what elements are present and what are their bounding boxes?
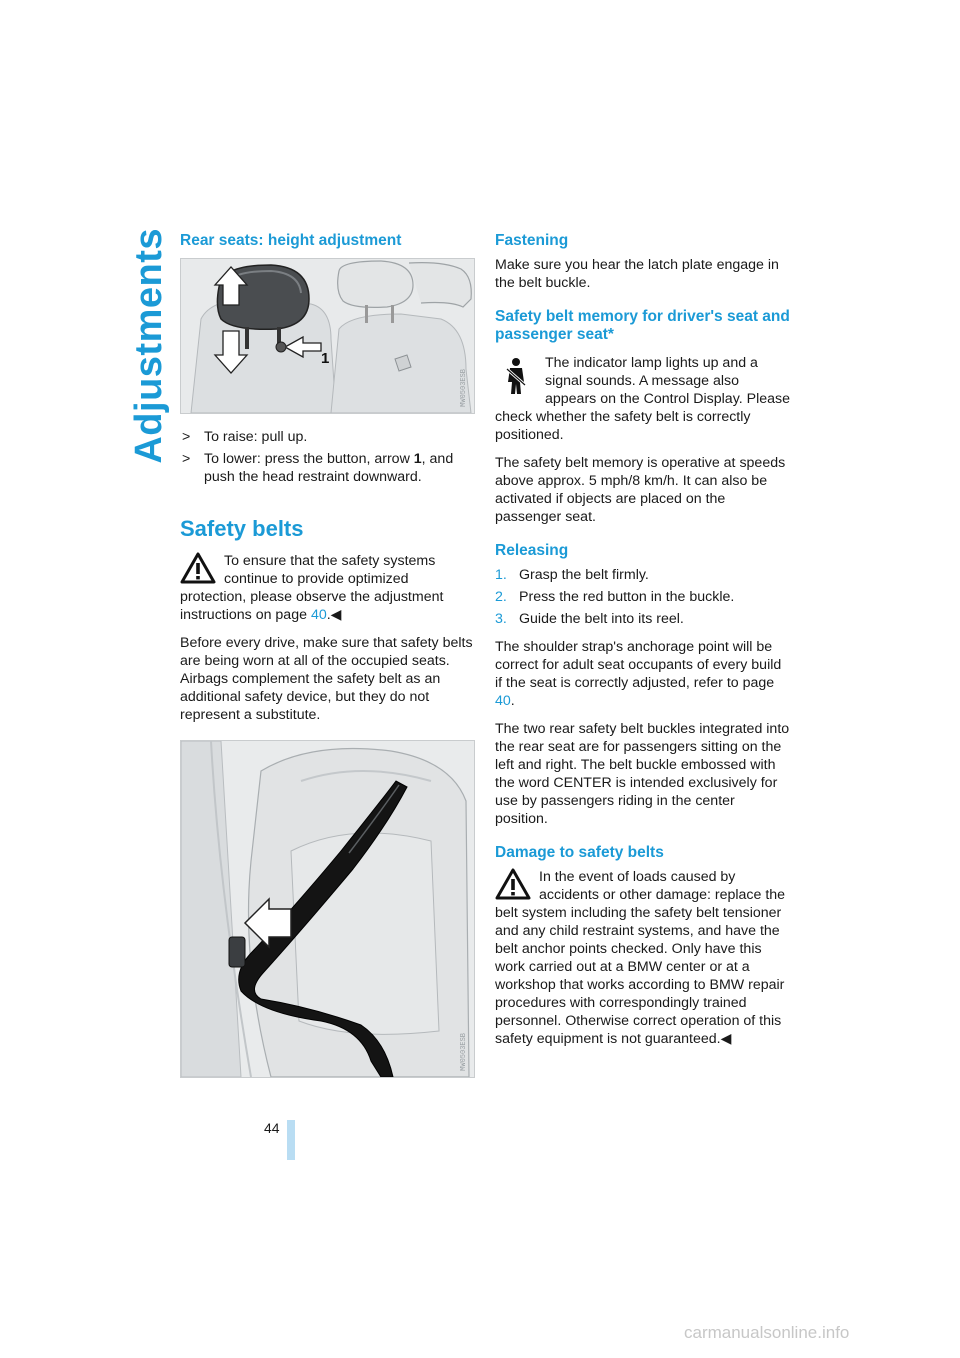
seat-belt-illustration	[181, 741, 474, 1077]
warning-icon	[180, 552, 216, 584]
warning-icon-box	[495, 868, 531, 900]
warning-paragraph	[180, 552, 476, 624]
lower-text-end: , and push the head restraint downward.	[204, 451, 454, 485]
memory-paragraph	[495, 354, 791, 444]
memory-heading: Safety belt memory for driver's seat and passenger seat*	[495, 308, 790, 343]
arrow-ref: 1	[413, 451, 422, 467]
list-item	[495, 588, 791, 606]
page-link[interactable]: 40	[495, 693, 511, 709]
page-marker-bar	[287, 1120, 295, 1160]
figure-code: MW0503ESB	[460, 369, 468, 407]
page-link[interactable]: 40	[310, 607, 327, 623]
lower-text: To lower: press the button, arrow	[204, 451, 414, 467]
step-text: Press the red button in the buckle.	[519, 589, 735, 605]
warning-icon-box	[180, 552, 216, 584]
fastening-text: Make sure you hear the latch plate engage in the belt buckle.	[495, 257, 779, 291]
seat-belt-indicator-icon	[495, 354, 537, 398]
left-column	[180, 232, 476, 1078]
page-number: 44	[264, 1120, 280, 1136]
headrest-instructions	[180, 428, 476, 486]
warning-text: To ensure that the safety systems continue to provide optimized protection, please observe the adjustment instructions on page	[180, 553, 444, 623]
bullet-marker: >	[182, 429, 191, 445]
headrest-illustration	[181, 259, 474, 413]
figure-code: MW0503ESB	[460, 1033, 468, 1071]
step-number: 3.	[495, 611, 507, 627]
releasing-heading: Releasing	[495, 542, 569, 559]
belt-indicator-icon-box	[495, 354, 537, 398]
belts-paragraph: Before every drive, make sure that safety belts are being worn at all of the occupied seats. Airbags complement the safety belt as an additional safety device, but they do not represent a substitute.	[180, 635, 473, 723]
anchor-paragraph	[495, 638, 791, 710]
list-item	[495, 566, 791, 584]
raise-text: To raise: pull up.	[204, 429, 308, 445]
memory-text: The indicator lamp lights up and a signal sounds. A message also appears on the Control Display. Please check whether the safety belt is correctly positioned.	[495, 355, 791, 443]
warning-icon	[495, 868, 531, 900]
damage-heading: Damage to safety belts	[495, 844, 664, 861]
step-number: 2.	[495, 589, 507, 605]
step-text: Grasp the belt firmly.	[519, 567, 649, 583]
rear-seats-heading: Rear seats: height adjustment	[180, 232, 402, 249]
seat-belt-figure	[180, 740, 475, 1078]
end-mark: .◀	[326, 607, 342, 623]
arrow-number-label: 1	[321, 350, 330, 367]
list-item	[180, 450, 476, 486]
damage-text: In the event of loads caused by accidents or other damage: replace the belt system including the safety belt tensioner and any child restraint systems, and have the belt anchor points checked. Only have this work carried out at a BMW center or at a workshop that works according to BMW repair procedures with correspondingly trained personnel. Otherwise correct operation of this safety equipment is not guaranteed.◀	[495, 869, 786, 1047]
step-text: Guide the belt into its reel.	[519, 611, 684, 627]
step-number: 1.	[495, 567, 507, 583]
memory-paragraph-2: The safety belt memory is operative at speeds above approx. 5 mph/8 km/h. It can also be activated if objects are placed on the passenger seat.	[495, 455, 786, 525]
right-column	[495, 232, 791, 1058]
releasing-steps	[495, 566, 791, 628]
list-item	[180, 428, 476, 446]
list-item	[495, 610, 791, 628]
safety-belts-heading: Safety belts	[180, 516, 304, 541]
anchor-end: .	[510, 693, 515, 709]
watermark: carmanualsonline.info	[684, 1323, 850, 1342]
fastening-heading: Fastening	[495, 232, 569, 249]
bullet-marker: >	[182, 451, 191, 467]
section-title: Adjustments	[128, 228, 170, 464]
headrest-figure	[180, 258, 475, 414]
anchor-text: The shoulder strap's anchorage point will be correct for adult seat occupants of every build if the seat is correctly adjusted, refer to page	[495, 639, 782, 691]
damage-paragraph	[495, 868, 791, 1048]
buckles-paragraph: The two rear safety belt buckles integrated into the rear seat are for passengers sitting on the left and right. The belt buckle embossed with the word CENTER is intended exclusively for use by passengers riding in the center position.	[495, 721, 790, 827]
